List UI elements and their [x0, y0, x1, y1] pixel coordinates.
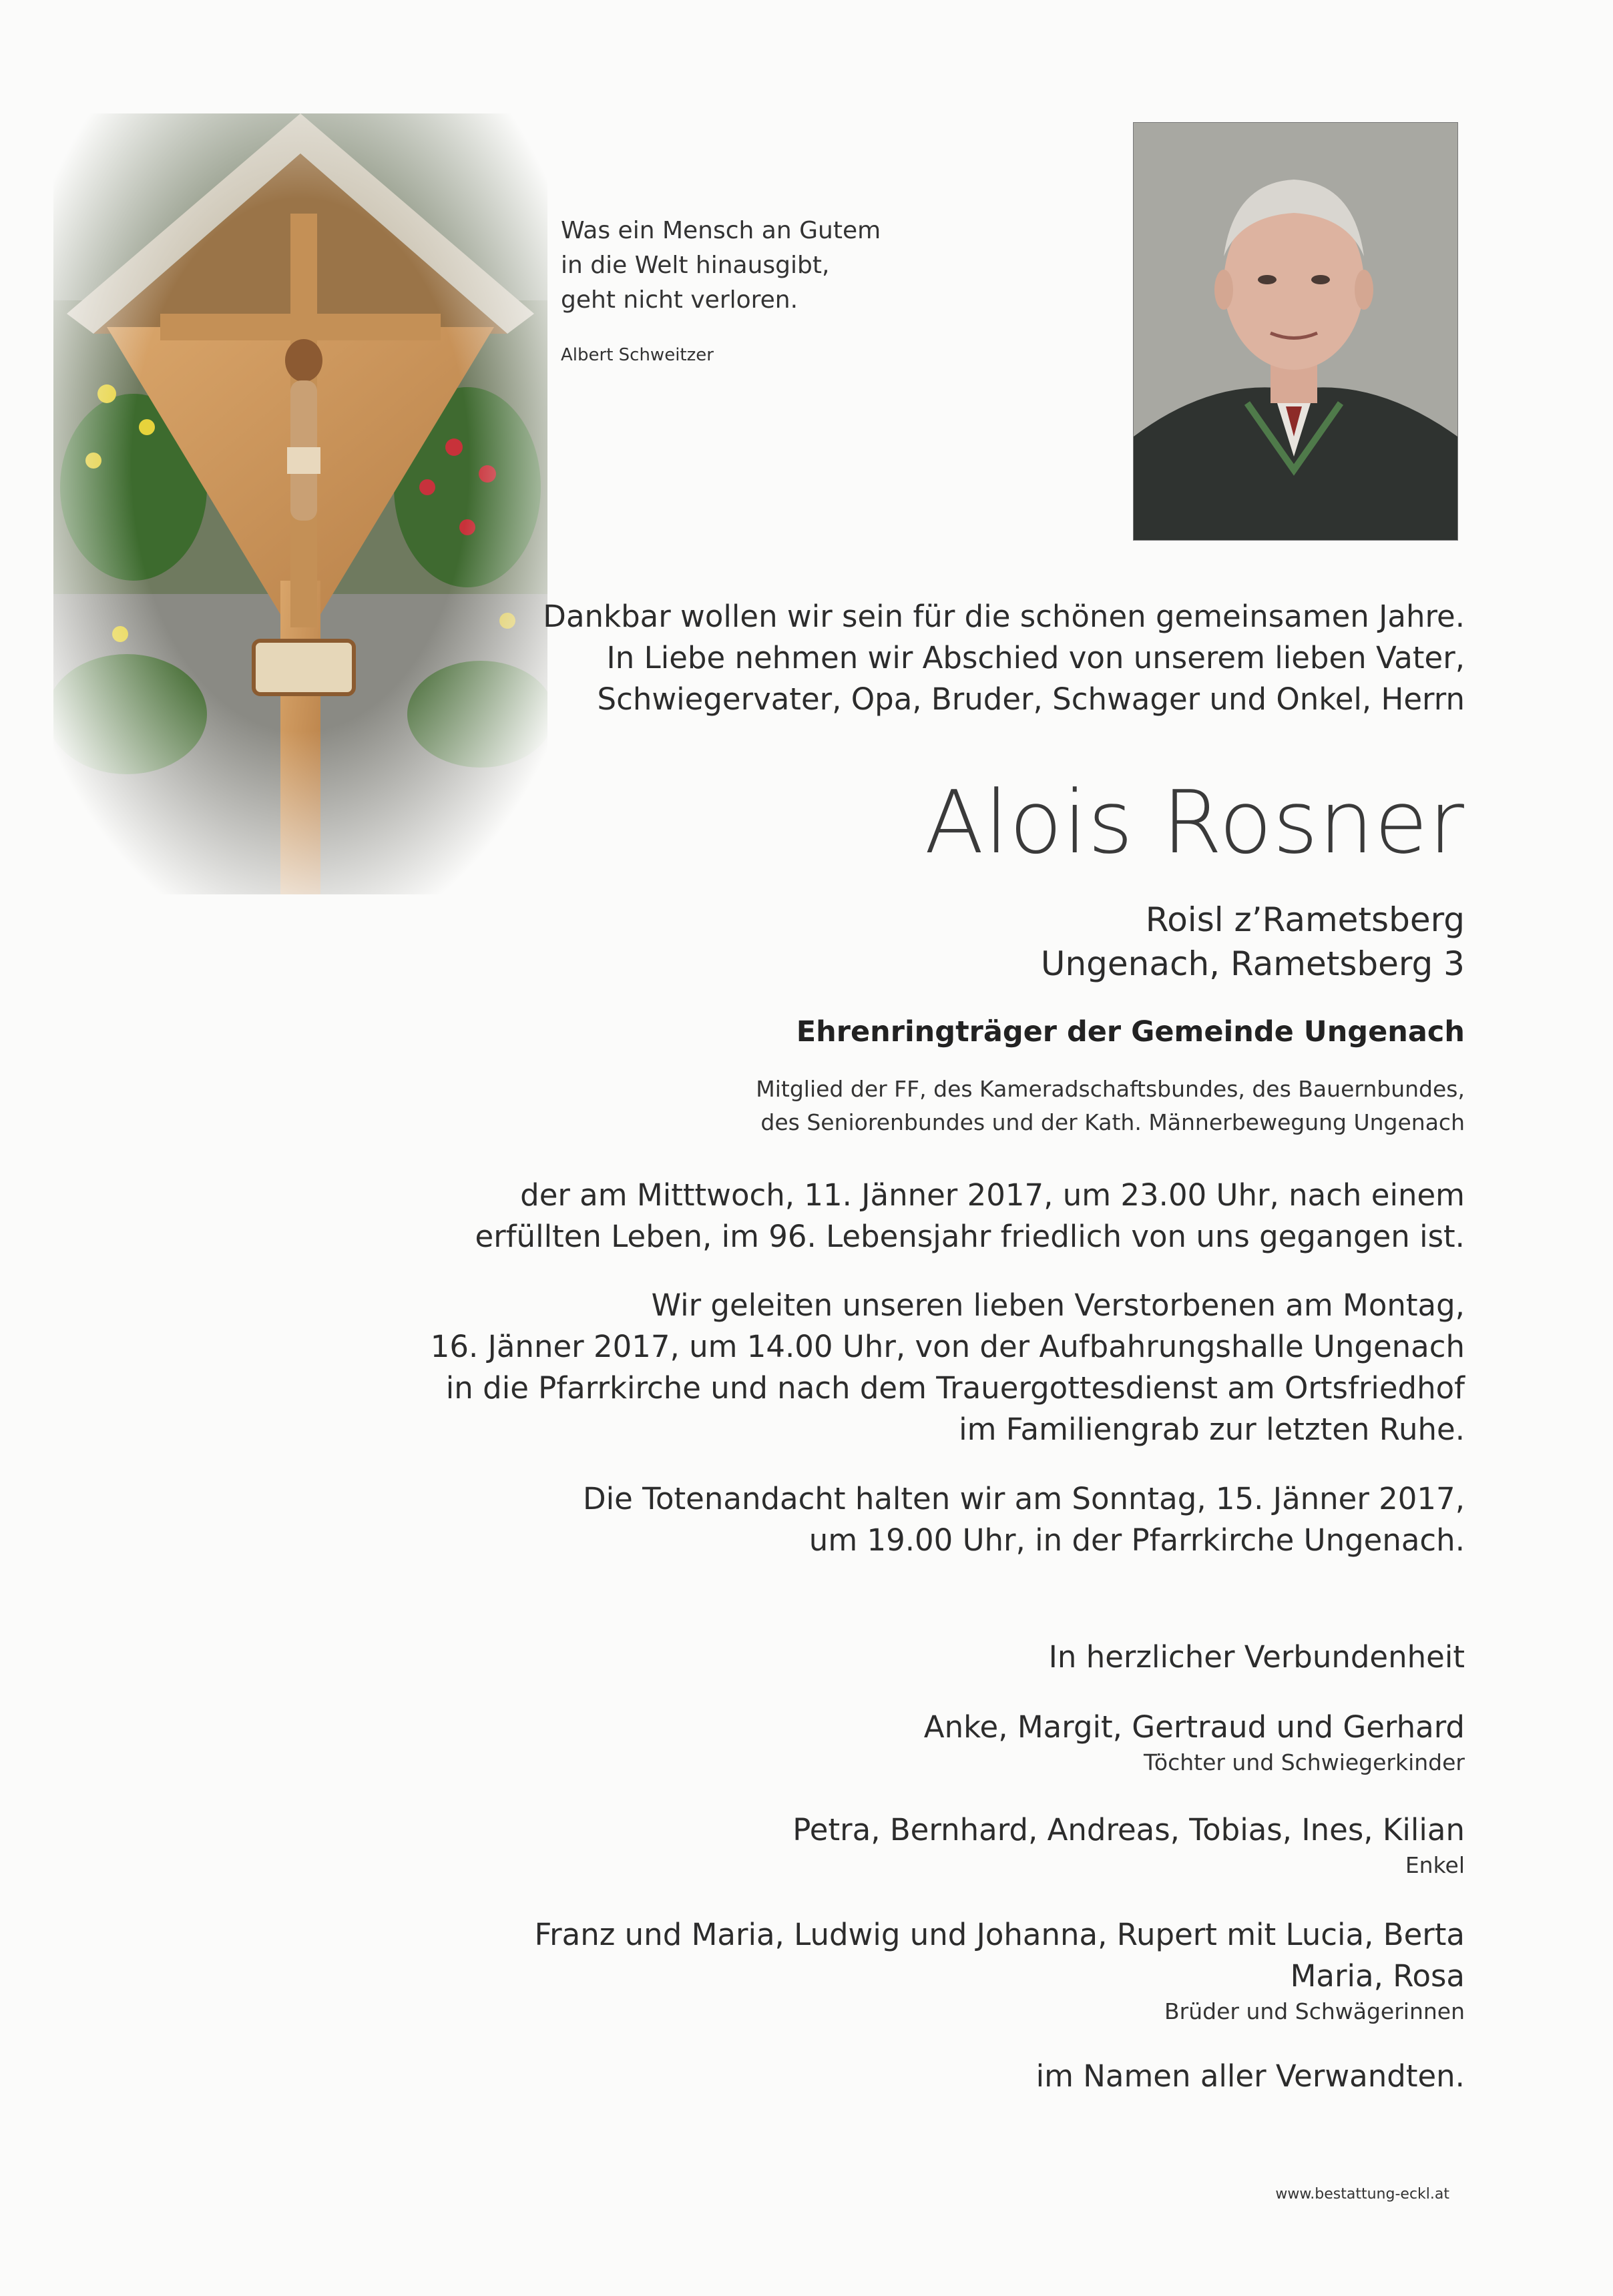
portrait-photo — [1133, 122, 1458, 541]
family-names: Franz und Maria, Ludwig und Johanna, Rupert mit Lucia, Berta — [534, 1917, 1465, 1952]
membership-line: Mitglied der FF, des Kameradschaftsbundes, des Bauernbundes, — [756, 1076, 1465, 1102]
quote-line: Was ein Mensch an Gutem — [561, 217, 881, 244]
prayer-line: Die Totenandacht halten wir am Sonntag, 15. Jänner 2017, — [583, 1481, 1465, 1516]
crucifix-photo — [53, 113, 547, 894]
quote — [561, 214, 961, 318]
deceased-address: Ungenach, Rametsberg 3 — [1040, 944, 1465, 983]
family-relation: Enkel — [1405, 1852, 1465, 1878]
intro-line: Dankbar wollen wir sein für die schönen gemeinsamen Jahre. — [543, 599, 1465, 634]
quote-author: Albert Schweitzer — [561, 345, 714, 365]
death-line: erfüllten Leben, im 96. Lebensjahr friedlich von uns gegangen ist. — [475, 1219, 1465, 1254]
intro-line: Schwiegervater, Opa, Bruder, Schwager und Onkel, Herrn — [597, 681, 1465, 717]
quote-line: in die Welt hinausgibt, — [561, 252, 830, 279]
prayer-line: um 19.00 Uhr, in der Pfarrkirche Ungenach. — [809, 1522, 1465, 1558]
deceased-nickname: Roisl z’Rametsberg — [1145, 900, 1465, 939]
quote-line: geht nicht verloren. — [561, 286, 798, 314]
membership-line: des Seniorenbundes und der Kath. Männerbewegung Ungenach — [760, 1109, 1465, 1135]
family-group — [535, 1914, 1465, 2026]
closing-greeting: In herzlicher Verbundenheit — [1048, 1639, 1465, 1675]
deceased-honor: Ehrenringträger der Gemeinde Ungenach — [796, 1015, 1465, 1049]
family-names: Anke, Margit, Gertraud und Gerhard — [923, 1709, 1465, 1745]
family-relation: Brüder und Schwägerinnen — [1164, 1998, 1465, 2024]
funeral-line: Wir geleiten unseren lieben Verstorbenen am Montag, — [651, 1287, 1465, 1323]
funeral-notice — [431, 1285, 1465, 1450]
family-names: Petra, Bernhard, Andreas, Tobias, Ines, Kilian — [792, 1812, 1465, 1847]
closing-final: im Namen aller Verwandten. — [1035, 2058, 1465, 2094]
funeral-line: im Familiengrab zur letzten Ruhe. — [959, 1412, 1465, 1447]
deceased-details — [1041, 898, 1465, 986]
website-link[interactable]: www.bestattung-eckl.at — [1275, 2186, 1449, 2203]
deceased-name: Alois Rosner — [924, 772, 1465, 873]
death-notice — [475, 1175, 1465, 1257]
memberships — [756, 1073, 1465, 1139]
funeral-line: in die Pfarrkirche und nach dem Trauergottesdienst am Ortsfriedhof — [445, 1370, 1465, 1406]
funeral-line: 16. Jänner 2017, um 14.00 Uhr, von der Aufbahrungshalle Ungenach — [430, 1329, 1465, 1364]
intro-line: In Liebe nehmen wir Abschied von unserem lieben Vater, — [606, 640, 1465, 675]
prayer-notice — [583, 1478, 1465, 1561]
family-group — [792, 1809, 1465, 1880]
intro-paragraph — [543, 596, 1465, 720]
family-relation: Töchter und Schwiegerkinder — [1144, 1749, 1465, 1775]
death-line: der am Mitttwoch, 11. Jänner 2017, um 23.00 Uhr, nach einem — [520, 1177, 1465, 1213]
family-group — [924, 1707, 1465, 1777]
family-names: Maria, Rosa — [1290, 1958, 1465, 1994]
